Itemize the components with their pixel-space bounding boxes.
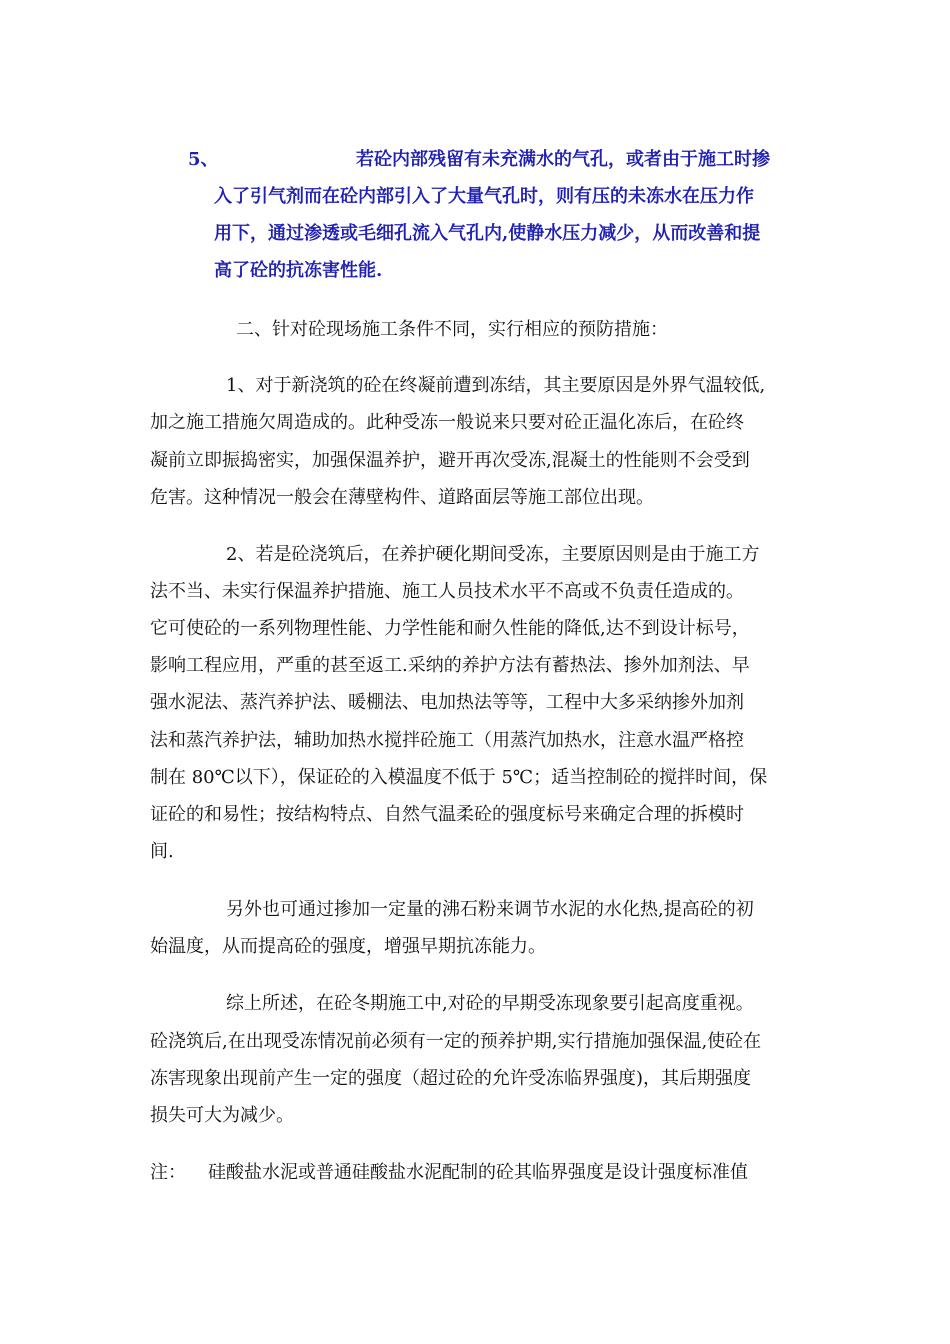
- p2-line-5: 强水泥法、蒸汽养护法、暖棚法、电加热法等等，工程中大多采纳掺外加剂: [150, 692, 744, 713]
- item5-line-3: 用下，通过渗透或毛细孔流入气孔内,使静水压力减少，从而改善和提: [214, 223, 761, 244]
- p1-line-4: 危害。这种情况一般会在薄壁构件、道路面层等施工部位出现。: [150, 487, 654, 508]
- section2-heading: 二、针对砼现场施工条件不同，实行相应的预防措施：: [236, 319, 668, 340]
- p3-line-1: 另外也可通过掺加一定量的沸石粉来调节水泥的水化热,提高砼的初: [226, 899, 754, 920]
- p4-line-2: 砼浇筑后,在出现受冻情况前必须有一定的预养护期,实行措施加强保温,使砼在: [150, 1031, 762, 1052]
- p2-line-6: 法和蒸汽养护法，辅助加热水搅拌砼施工（用蒸汽加热水，注意水温严格控: [150, 730, 744, 751]
- p2-line-8: 证砼的和易性；按结构特点、自然气温柔砼的强度标号来确定合理的拆模时: [150, 804, 744, 825]
- p4-line-3: 冻害现象出现前产生一定的强度（超过砼的允许受冻临界强度)，其后期强度: [150, 1068, 752, 1089]
- p2-line-2: 法不当、未实行保温养护措施、施工人员技术水平不高或不负责任造成的。: [150, 581, 744, 602]
- p2-line-7: 制在 80℃以下），保证砼的入模温度不低于 5℃；适当控制砼的搅拌时间，保: [150, 767, 768, 788]
- p4-line-4: 损失可大为减少。: [150, 1105, 294, 1126]
- p2-line-9: 间.: [150, 841, 174, 862]
- note-text: 硅酸盐水泥或普通硅酸盐水泥配制的砼其临界强度是设计强度标准值: [208, 1162, 748, 1183]
- p1-line-2: 加之施工措施欠周造成的。此种受冻一般说来只要对砼正温化冻后，在砼终: [150, 412, 744, 433]
- item5-line-4: 高了砼的抗冻害性能.: [214, 260, 383, 281]
- note-label: 注：: [150, 1162, 186, 1183]
- item5-line-1: 若砼内部残留有未充满水的气孔，或者由于施工时掺: [356, 149, 770, 170]
- p1-line-3: 凝前立即振捣密实，加强保温养护，避开再次受冻,混凝土的性能则不会受到: [150, 450, 750, 471]
- item5-line-2: 入了引气剂而在砼内部引入了大量气孔时，则有压的未冻水在压力作: [214, 186, 754, 207]
- item5-number: 5、: [188, 149, 219, 170]
- p2-line-1: 2、若是砼浇筑后，在养护硬化期间受冻，主要原因则是由于施工方: [226, 544, 760, 565]
- p1-line-1: 1、对于新浇筑的砼在终凝前遭到冻结，其主要原因是外界气温较低,: [226, 375, 766, 396]
- p4-line-1: 综上所述，在砼冬期施工中,对砼的早期受冻现象要引起高度重视。: [226, 993, 754, 1014]
- p2-line-4: 影响工程应用，严重的甚至返工.采纳的养护方法有蓄热法、掺外加剂法、早: [150, 655, 750, 676]
- p2-line-3: 它可使砼的一系列物理性能、力学性能和耐久性能的降低,达不到设计标号，: [150, 618, 750, 639]
- p3-line-2: 始温度，从而提高砼的强度，增强早期抗冻能力。: [150, 936, 546, 957]
